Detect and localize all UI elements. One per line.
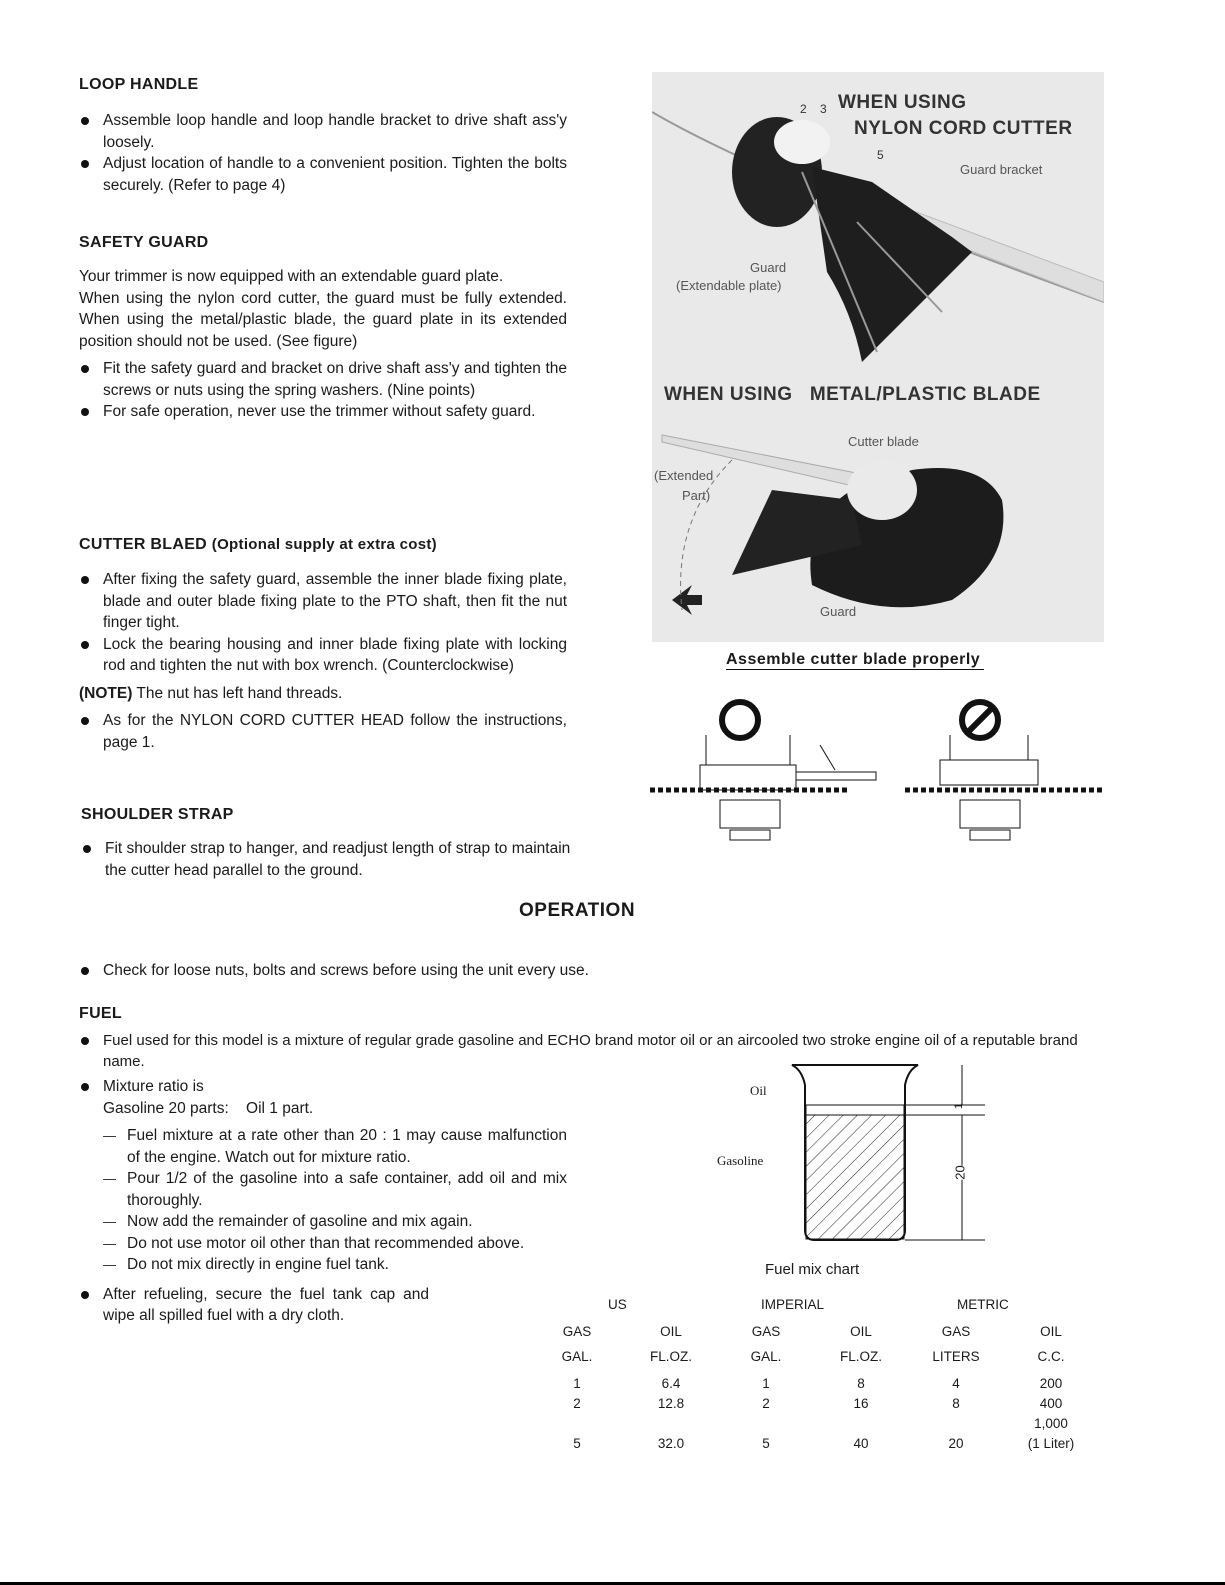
dimension-oil: 1: [953, 1102, 966, 1110]
cell: 8: [857, 1376, 865, 1391]
gasoline-parts: Gasoline 20 parts:: [103, 1099, 229, 1117]
mixture-ratio-label: Mixture ratio is: [103, 1078, 204, 1095]
cutter-blade-text: [79, 569, 567, 753]
cell: 400: [1039, 1396, 1063, 1411]
table-row: [548, 1436, 1116, 1456]
cell: 1: [573, 1376, 581, 1391]
bullet-item: After refueling, secure the fuel tank cap and wipe all spilled fuel with a dry cloth.: [79, 1284, 429, 1327]
heading-fuel: FUEL: [79, 1005, 122, 1022]
heading-operation: OPERATION: [519, 900, 636, 921]
unit-cell: LITERS: [932, 1349, 980, 1364]
cell: 2: [762, 1396, 770, 1411]
cell: 5: [573, 1436, 581, 1451]
nylon-cord-cutter-figure: [652, 72, 1104, 370]
heading-cutter-blade: [79, 536, 437, 554]
assembly-diagrams: [650, 690, 1110, 860]
heading-text: CUTTER BLAED: [79, 536, 208, 553]
table-row-extra: [548, 1416, 1116, 1436]
table-unit-row: [548, 1349, 1116, 1376]
heading-loop-handle: LOOP HANDLE: [79, 76, 199, 93]
cell: 16: [853, 1396, 869, 1411]
cell: 5: [762, 1436, 770, 1451]
callout-3: 3: [820, 102, 827, 116]
fuel-mix-chart-caption: Fuel mix chart: [765, 1261, 860, 1278]
cell: 40: [853, 1436, 869, 1451]
oil-label: Oil: [750, 1083, 767, 1098]
bullet-item: Fit shoulder strap to hanger, and readjust length of strap to maintain the cutter head parallel to the ground.: [81, 838, 581, 881]
group-metric: METRIC: [957, 1297, 1009, 1312]
unit-cell: GAL.: [561, 1349, 593, 1364]
paragraph: When using the nylon cord cutter, the guard must be fully extended. When using the metal/plastic blade, the guard plate in its extended position should not be used. (See figure): [79, 289, 567, 350]
cell: 1: [762, 1376, 770, 1391]
figure-title-line2: NYLON CORD CUTTER: [854, 118, 1073, 139]
bullet-item: Check for loose nuts, bolts and screws before using the unit every use.: [79, 960, 779, 982]
table-row: [548, 1396, 1116, 1416]
note-label: (NOTE): [79, 684, 133, 702]
cell: 200: [1039, 1376, 1063, 1391]
header-cell: GAS: [941, 1324, 971, 1339]
header-cell: OIL: [660, 1324, 682, 1339]
metal-blade-figure: [652, 370, 1104, 642]
header-cell: OIL: [850, 1324, 872, 1339]
table-row: [548, 1376, 1116, 1396]
fuel-mix-table: [548, 1324, 1116, 1456]
fuel-text: [79, 1076, 567, 1327]
group-us: US: [608, 1297, 627, 1312]
assemble-caption: Assemble cutter blade properly: [726, 651, 984, 670]
operation-check: [79, 960, 779, 982]
dash-list: [79, 1125, 567, 1276]
oil-parts: Oil 1 part.: [246, 1099, 314, 1117]
cell: 12.8: [657, 1396, 685, 1411]
cell: 2: [573, 1396, 581, 1411]
header-cell: GAS: [562, 1324, 592, 1339]
cell: 20: [948, 1436, 964, 1451]
paragraph: Your trimmer is now equipped with an extendable guard plate.: [79, 268, 504, 285]
header-cell: GAS: [751, 1324, 781, 1339]
gasoline-label: Gasoline: [717, 1153, 764, 1168]
unit-cell: FL.OZ.: [839, 1349, 882, 1364]
dash-item: — Do not use motor oil other than that recommended above.: [103, 1233, 567, 1255]
correct-circle-icon: [722, 702, 758, 738]
label-guard: Guard: [750, 260, 787, 275]
bullet-item: [79, 1076, 567, 1119]
table-header-row: [548, 1324, 1116, 1349]
callout-2: 2: [800, 102, 807, 116]
header-cell: OIL: [1040, 1324, 1062, 1339]
cell: 8: [952, 1396, 960, 1411]
figure-title-line1: WHEN USING: [838, 92, 967, 113]
dash-item: — Now add the remainder of gasoline and mix again.: [103, 1211, 567, 1233]
bullet-item: Assemble loop handle and loop handle bracket to drive shaft ass'y loosely.: [79, 110, 567, 153]
heading-note: (Optional supply at extra cost): [211, 536, 437, 553]
dash-item: — Fuel mixture at a rate other than 20 : 1 may cause malfunction of the engine. Watch out for mixture ratio.: [103, 1125, 567, 1168]
note-text: The nut has left hand threads.: [136, 684, 343, 702]
cell: 1,000: [1034, 1416, 1068, 1431]
cell: (1 Liter): [1027, 1436, 1075, 1451]
unit-cell: GAL.: [750, 1349, 782, 1364]
bullet-item: Fuel used for this model is a mixture of regular grade gasoline and ECHO brand motor oil or an aircooled two stroke engine oil of a reputable brand name.: [79, 1030, 1089, 1072]
label-part: Part): [682, 488, 711, 503]
bullet-item: Fit the safety guard and bracket on drive shaft ass'y and tighten the screws or nuts using the spring washers. (Nine points): [79, 358, 567, 401]
loop-handle-bullets: [79, 110, 567, 196]
label-extended: (Extended: [654, 468, 714, 483]
unit-cell: C.C.: [1037, 1349, 1065, 1364]
heading-shoulder-strap: SHOULDER STRAP: [81, 806, 234, 823]
metal-blade-illustration: [652, 370, 1104, 642]
label-extendable-plate: (Extendable plate): [676, 278, 782, 293]
unit-cell: FL.OZ.: [649, 1349, 692, 1364]
mixture-ratio-value: [103, 1098, 567, 1120]
dimension-gasoline: 20: [952, 1165, 968, 1180]
heading-safety-guard: SAFETY GUARD: [79, 234, 209, 251]
callout-5: 5: [877, 148, 884, 162]
bullet-item: Adjust location of handle to a convenient position. Tighten the bolts securely. (Refer to page 4): [79, 153, 567, 196]
arrow-icon: [672, 585, 702, 615]
bullet-item: As for the NYLON CORD CUTTER HEAD follow the instructions, page 1.: [79, 710, 567, 753]
shoulder-strap-text: [81, 838, 581, 881]
dash-item: — Do not mix directly in engine fuel tank.: [103, 1254, 567, 1276]
safety-guard-text: [79, 266, 567, 423]
cell: 32.0: [657, 1436, 685, 1451]
cell: 6.4: [661, 1376, 681, 1391]
cell: 4: [952, 1376, 960, 1391]
bullet-item: Lock the bearing housing and inner blade fixing plate with locking rod and tighten the nut with box wrench. (Counterclockwise): [79, 634, 567, 677]
bullet-item: For safe operation, never use the trimmer without safety guard.: [79, 401, 567, 423]
bullet-item: After fixing the safety guard, assemble the inner blade fixing plate, blade and outer blade fixing plate to the PTO shaft, then fit the nut finger tight.: [79, 569, 567, 634]
group-imperial: IMPERIAL: [761, 1297, 825, 1312]
label-cutter-blade: Cutter blade: [848, 434, 919, 449]
dash-item: — Pour 1/2 of the gasoline into a safe container, add oil and mix thoroughly.: [103, 1168, 567, 1211]
trimmer-guard-illustration: [652, 72, 1104, 370]
label-guard: Guard: [820, 604, 857, 619]
label-guard-bracket: Guard bracket: [960, 162, 1043, 177]
figure-title: WHEN USING METAL/PLASTIC BLADE: [664, 384, 1041, 405]
